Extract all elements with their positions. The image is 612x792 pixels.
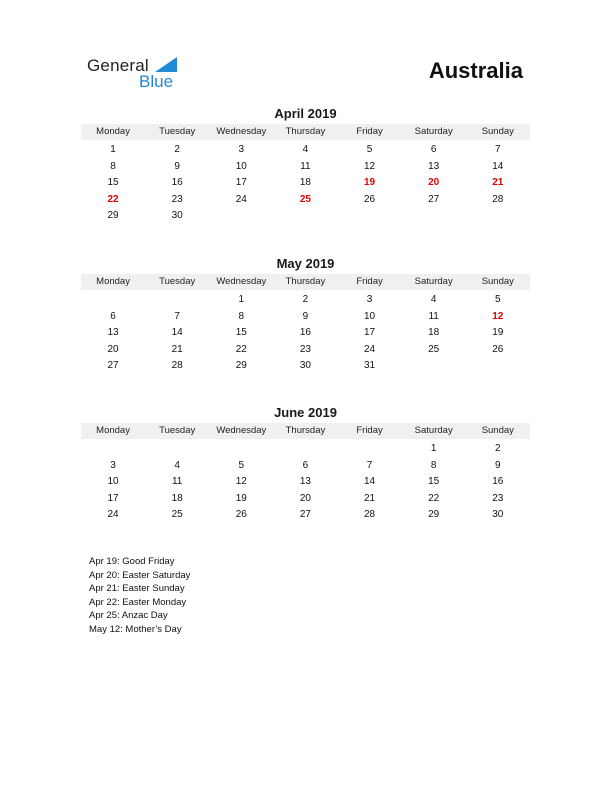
date-cell: 7: [366, 459, 373, 471]
date-cell: 28: [364, 509, 376, 521]
date-cell: 11: [300, 160, 311, 172]
weekday-label: Friday: [356, 126, 383, 137]
date-cell: 4: [174, 459, 180, 471]
week-row: [81, 159, 530, 176]
date-cell: 27: [428, 193, 440, 205]
date-cell: [402, 208, 466, 225]
date-cell: 25: [171, 509, 183, 521]
date-cell: 14: [364, 476, 376, 488]
date-cell: 5: [495, 294, 501, 305]
date-cell: [81, 292, 145, 309]
weekday-header-row: [81, 423, 530, 439]
date-cell: 31: [364, 360, 376, 372]
date-cell: 26: [492, 343, 504, 355]
date-cell: 3: [110, 459, 116, 471]
date-cell: 10: [235, 160, 247, 172]
holiday-line: Apr 21: Easter Sunday: [89, 583, 185, 594]
week-row: [81, 309, 530, 326]
date-cell: 23: [492, 492, 504, 504]
date-cell: 30: [492, 509, 504, 521]
weekday-label: Saturday: [414, 276, 453, 287]
holiday-list: [89, 555, 190, 636]
holiday-date-cell: 19: [364, 177, 376, 189]
weekday-label: Tuesday: [159, 425, 196, 436]
weekday-label: Saturday: [414, 126, 453, 137]
date-cell: 25: [428, 343, 440, 355]
weekday-header-row: [81, 124, 530, 140]
weekday-label: Sunday: [481, 126, 514, 137]
weekday-label: Monday: [96, 425, 130, 436]
logo-triangle-icon: [155, 57, 177, 72]
date-cell: 29: [107, 210, 119, 222]
date-cell: 20: [299, 492, 311, 504]
month-calendar: [81, 256, 530, 375]
weekday-label: Tuesday: [159, 276, 196, 287]
weekday-header-row: [81, 274, 530, 290]
date-cell: [145, 292, 209, 309]
date-cell: 9: [174, 160, 180, 172]
date-cell: 30: [299, 360, 311, 372]
weekday-label: Thursday: [285, 126, 326, 137]
weekday-label: Sunday: [481, 425, 514, 436]
date-cell: [81, 441, 145, 458]
holiday-line: Apr 20: Easter Saturday: [89, 569, 191, 581]
date-cell: 26: [364, 193, 376, 205]
date-cell: 18: [299, 177, 311, 189]
date-cell: 10: [107, 476, 119, 488]
date-cell: 30: [171, 210, 183, 222]
date-cell: [338, 441, 402, 458]
date-cell: 18: [171, 492, 183, 504]
holiday-line: May 12: Mother’s Day: [89, 623, 182, 635]
weekday-label: Saturday: [414, 425, 453, 436]
date-cell: 11: [428, 310, 439, 322]
week-row: [81, 192, 530, 209]
logo: [87, 56, 187, 92]
date-cell: 17: [107, 492, 119, 504]
date-cell: 2: [174, 144, 180, 155]
date-cell: 12: [364, 160, 376, 172]
date-cell: 12: [235, 476, 247, 488]
date-cell: 5: [238, 459, 245, 471]
date-cell: 16: [492, 476, 504, 488]
week-row: [81, 208, 530, 225]
weekday-label: Wednesday: [216, 126, 267, 137]
date-cell: [145, 441, 209, 458]
date-cell: 3: [366, 294, 373, 305]
date-cell: 2: [495, 443, 501, 454]
date-cell: 1: [430, 443, 437, 454]
date-cell: 8: [430, 459, 437, 471]
date-cell: 13: [107, 327, 119, 339]
weekday-label: Thursday: [285, 276, 326, 287]
date-cell: 26: [235, 509, 247, 521]
date-cell: [273, 208, 337, 225]
holiday-date-cell: 12: [492, 310, 504, 322]
country-title: Australia: [428, 58, 523, 83]
date-cell: [402, 358, 466, 375]
month-calendar: [81, 106, 530, 225]
weekday-label: Friday: [356, 425, 383, 436]
date-cell: 9: [302, 310, 309, 322]
holiday-line: Apr 22: Easter Monday: [89, 596, 187, 608]
week-row: [81, 142, 530, 159]
date-cell: 7: [174, 310, 180, 322]
date-cell: 7: [495, 144, 501, 155]
weekday-label: Thursday: [285, 425, 326, 436]
week-row: [81, 507, 530, 524]
date-cell: 8: [110, 160, 116, 172]
week-row: [81, 292, 530, 309]
date-cell: [209, 441, 273, 458]
month-title: April 2019: [274, 106, 337, 121]
holiday-date-cell: 21: [492, 177, 504, 189]
week-row: [81, 358, 530, 375]
weekday-label: Friday: [356, 276, 383, 287]
date-cell: 21: [171, 343, 183, 355]
date-cell: 24: [107, 509, 119, 521]
date-cell: [466, 358, 530, 375]
week-row: [81, 342, 530, 359]
date-cell: 21: [364, 492, 376, 504]
date-cell: 15: [235, 327, 247, 339]
date-cell: 15: [107, 177, 119, 189]
month-title: June 2019: [274, 405, 337, 420]
weekday-label: Monday: [96, 126, 130, 137]
date-cell: 4: [430, 294, 437, 305]
weekday-label: Wednesday: [216, 276, 267, 287]
date-cell: 13: [299, 476, 311, 488]
holiday-line: Apr 25: Anzac Day: [89, 610, 168, 621]
weekday-label: Sunday: [481, 276, 514, 287]
weekday-label: Monday: [96, 276, 130, 287]
date-cell: 11: [171, 476, 183, 488]
holiday-date-cell: 20: [428, 177, 440, 189]
date-cell: 6: [110, 310, 116, 322]
date-cell: 1: [110, 144, 116, 155]
date-cell: 22: [235, 343, 247, 355]
date-cell: 22: [428, 492, 440, 504]
date-cell: 24: [235, 193, 247, 205]
date-cell: 27: [107, 360, 119, 372]
week-row: [81, 458, 530, 475]
holiday-date-cell: 22: [107, 193, 119, 205]
date-cell: 6: [302, 459, 309, 471]
week-row: [81, 325, 530, 342]
date-cell: 28: [171, 360, 183, 372]
date-cell: 17: [364, 327, 376, 339]
date-cell: 29: [428, 509, 440, 521]
weekday-label: Wednesday: [216, 425, 267, 436]
date-cell: 14: [171, 327, 183, 339]
date-cell: 18: [428, 327, 440, 339]
holiday-date-cell: 25: [299, 193, 311, 205]
date-cell: 16: [171, 177, 183, 189]
date-cell: 27: [299, 509, 311, 521]
date-cell: [338, 208, 402, 225]
date-cell: 19: [235, 492, 247, 504]
logo-text-blue: Blue: [139, 72, 174, 91]
date-cell: 28: [492, 193, 504, 205]
holiday-line: Apr 19: Good Friday: [89, 556, 175, 567]
date-cell: 15: [428, 476, 440, 488]
date-cell: 24: [364, 343, 376, 355]
week-row: [81, 175, 530, 192]
date-cell: 29: [235, 360, 247, 372]
date-cell: 13: [428, 160, 440, 172]
date-cell: 23: [171, 193, 183, 205]
weekday-label: Tuesday: [159, 126, 196, 137]
date-cell: 10: [364, 310, 376, 322]
date-cell: 17: [235, 177, 247, 189]
date-cell: 19: [492, 327, 504, 339]
week-row: [81, 491, 530, 508]
date-cell: 5: [366, 144, 373, 155]
month-title: May 2019: [276, 256, 335, 271]
date-cell: 14: [492, 160, 504, 172]
week-row: [81, 474, 530, 491]
date-cell: [209, 208, 273, 225]
date-cell: 2: [302, 294, 309, 305]
date-cell: 16: [299, 327, 311, 339]
date-cell: 8: [238, 310, 245, 322]
date-cell: 20: [107, 343, 119, 355]
date-cell: 9: [495, 459, 501, 471]
date-cell: 3: [238, 144, 245, 155]
date-cell: 6: [430, 144, 437, 155]
date-cell: 23: [299, 343, 311, 355]
logo-text-general: General: [87, 56, 149, 75]
date-cell: 1: [238, 294, 245, 305]
date-cell: [273, 441, 337, 458]
date-cell: [466, 208, 530, 225]
week-row: [81, 441, 530, 458]
month-calendar: [81, 405, 530, 524]
date-cell: 4: [302, 144, 309, 155]
